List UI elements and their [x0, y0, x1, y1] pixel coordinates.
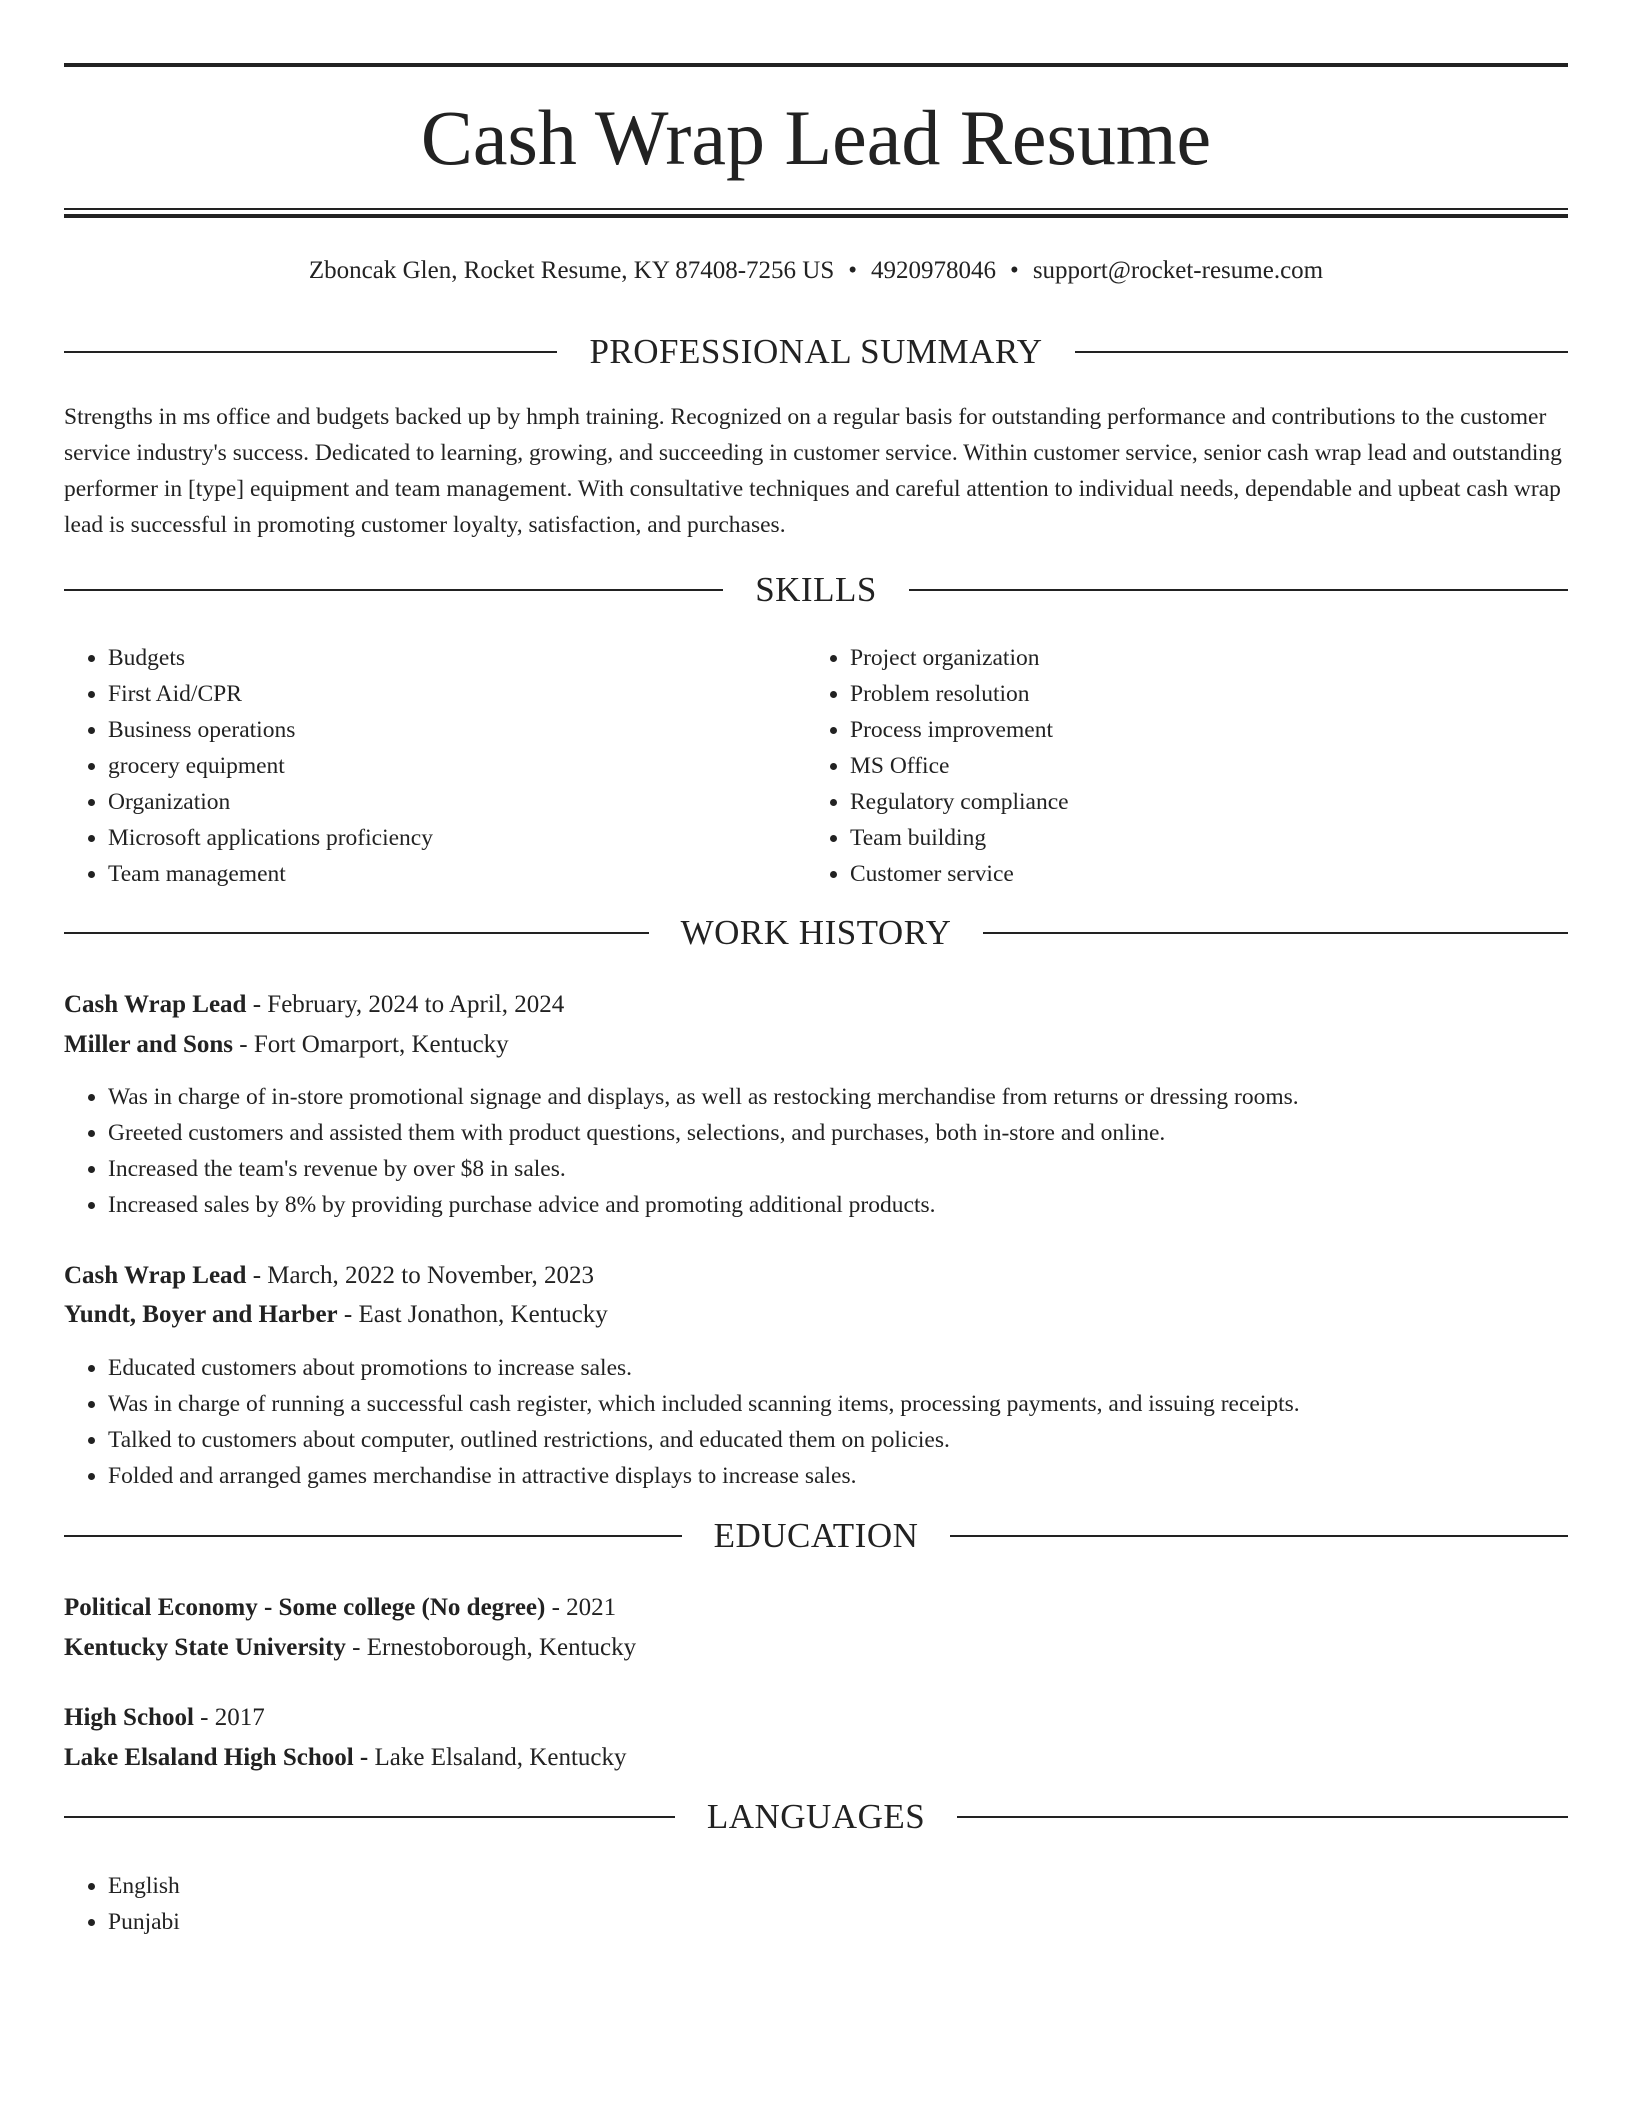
job-location: - East Jonathon, Kentucky	[337, 1301, 608, 1328]
heading-rule	[957, 1816, 1568, 1818]
job-duty: • Folded and arranged games merchandise in attractive displays to increase sales.	[108, 1458, 1568, 1494]
job-title-line	[64, 985, 1568, 1025]
section-title: SKILLS	[755, 570, 877, 609]
languages-list	[64, 1868, 1568, 1940]
education-degree: High School	[64, 1704, 194, 1731]
section-title: LANGUAGES	[706, 1797, 926, 1836]
skills-list-left	[64, 640, 808, 892]
skill-item: • Customer service	[850, 856, 1550, 892]
heading-rule	[1075, 351, 1568, 353]
education-location: Lake Elsaland, Kentucky	[368, 1744, 627, 1771]
education-school-line	[64, 1738, 1568, 1778]
job-duty: • Increased the team's revenue by over $8 in sales.	[108, 1151, 1568, 1187]
heading-rule	[950, 1535, 1568, 1537]
section-heading-education	[64, 1513, 1568, 1559]
skills-list-right	[806, 640, 1550, 892]
summary-text: Strengths in ms office and budgets backed up by hmph training. Recognized on a regular basis for outstanding performance and contributions to the customer service industry's success. Dedicated to learning, growing, and succeeding in customer service. Within customer service, senior cash wrap lead and outstanding performer in [type] equipment and team management. With consultative techniques and careful attention to individual needs, dependable and upbeat cash wrap lead is successful in promoting customer loyalty, satisfaction, and purchases.	[64, 404, 1562, 538]
job-duty: • Increased sales by 8% by providing purchase advice and promoting additional products.	[108, 1187, 1568, 1223]
job-title: Cash Wrap Lead	[64, 991, 247, 1018]
skill-item: • Budgets	[108, 640, 808, 676]
heading-rule	[64, 589, 723, 591]
job-dates: - March, 2022 to November, 2023	[246, 1262, 595, 1289]
section-heading-work	[64, 910, 1568, 956]
top-rule	[64, 63, 1568, 67]
skill-item: • Business operations	[108, 712, 808, 748]
job-title: Cash Wrap Lead	[64, 1262, 247, 1289]
title-rule-thick	[64, 214, 1568, 218]
section-title: EDUCATION	[713, 1516, 919, 1555]
job-duty: • Talked to customers about computer, outlined restrictions, and educated them on policies.	[108, 1422, 1568, 1458]
section-title: PROFESSIONAL SUMMARY	[589, 332, 1043, 371]
skill-item: • Team management	[108, 856, 808, 892]
skill-item: • grocery equipment	[108, 748, 808, 784]
contact-separator: •	[1010, 257, 1019, 284]
language-item: • English	[108, 1868, 1568, 1904]
job-duties-list	[64, 1350, 1568, 1494]
education-year: - 2017	[193, 1704, 265, 1731]
skill-item: • Problem resolution	[850, 676, 1550, 712]
job-duty: • Greeted customers and assisted them with product questions, selections, and purchases, both in-store and online.	[108, 1115, 1568, 1151]
resume-title: Cash Wrap Lead Resume	[420, 94, 1212, 181]
education-degree-line	[64, 1588, 1568, 1628]
skill-item: • MS Office	[850, 748, 1550, 784]
education-degree-line	[64, 1698, 1568, 1738]
job-dates: - February, 2024 to April, 2024	[246, 991, 565, 1018]
section-heading-skills	[64, 567, 1568, 613]
job-company: Miller and Sons	[64, 1031, 234, 1058]
education-school-line	[64, 1628, 1568, 1668]
skill-item: • First Aid/CPR	[108, 676, 808, 712]
heading-rule	[64, 932, 649, 934]
heading-rule	[909, 589, 1568, 591]
skill-item: • Team building	[850, 820, 1550, 856]
contact-line	[64, 254, 1568, 288]
job-location: - Fort Omarport, Kentucky	[233, 1031, 509, 1058]
job-company-line	[64, 1025, 1568, 1065]
contact-email[interactable]: support@rocket-resume.com	[1032, 257, 1324, 284]
job-duties-list	[64, 1079, 1568, 1223]
skill-item: • Organization	[108, 784, 808, 820]
education-school: Kentucky State University	[64, 1634, 346, 1661]
title-rule-thin	[64, 208, 1568, 210]
job-company-line	[64, 1295, 1568, 1335]
education-degree: Political Economy - Some college (No degree)	[64, 1594, 546, 1621]
contact-phone: 4920978046	[871, 257, 997, 284]
education-school: Lake Elsaland High School -	[64, 1744, 369, 1771]
heading-rule	[64, 1816, 675, 1818]
heading-rule	[64, 351, 557, 353]
job-title-line	[64, 1256, 1568, 1296]
section-title: WORK HISTORY	[680, 913, 952, 952]
education-year: - 2021	[545, 1594, 617, 1621]
heading-rule	[64, 1535, 682, 1537]
heading-rule	[983, 932, 1568, 934]
job-duty: • Was in charge of running a successful cash register, which included scanning items, processing payments, and issuing receipts.	[108, 1386, 1568, 1422]
skill-item: • Process improvement	[850, 712, 1550, 748]
skill-item: • Regulatory compliance	[850, 784, 1550, 820]
contact-separator: •	[848, 257, 858, 284]
section-heading-summary	[64, 329, 1568, 375]
language-item: • Punjabi	[108, 1904, 1568, 1940]
contact-address: Zboncak Glen, Rocket Resume, KY 87408-7256 US	[308, 257, 835, 284]
section-heading-languages	[64, 1794, 1568, 1840]
job-duty: • Educated customers about promotions to increase sales.	[108, 1350, 1568, 1386]
education-location: - Ernestoborough, Kentucky	[345, 1634, 637, 1661]
job-company: Yundt, Boyer and Harber	[64, 1301, 338, 1328]
skill-item: • Project organization	[850, 640, 1550, 676]
skill-item: • Microsoft applications proficiency	[108, 820, 808, 856]
job-duty: • Was in charge of in-store promotional signage and displays, as well as restocking merchandise from returns or dressing rooms.	[108, 1079, 1568, 1115]
